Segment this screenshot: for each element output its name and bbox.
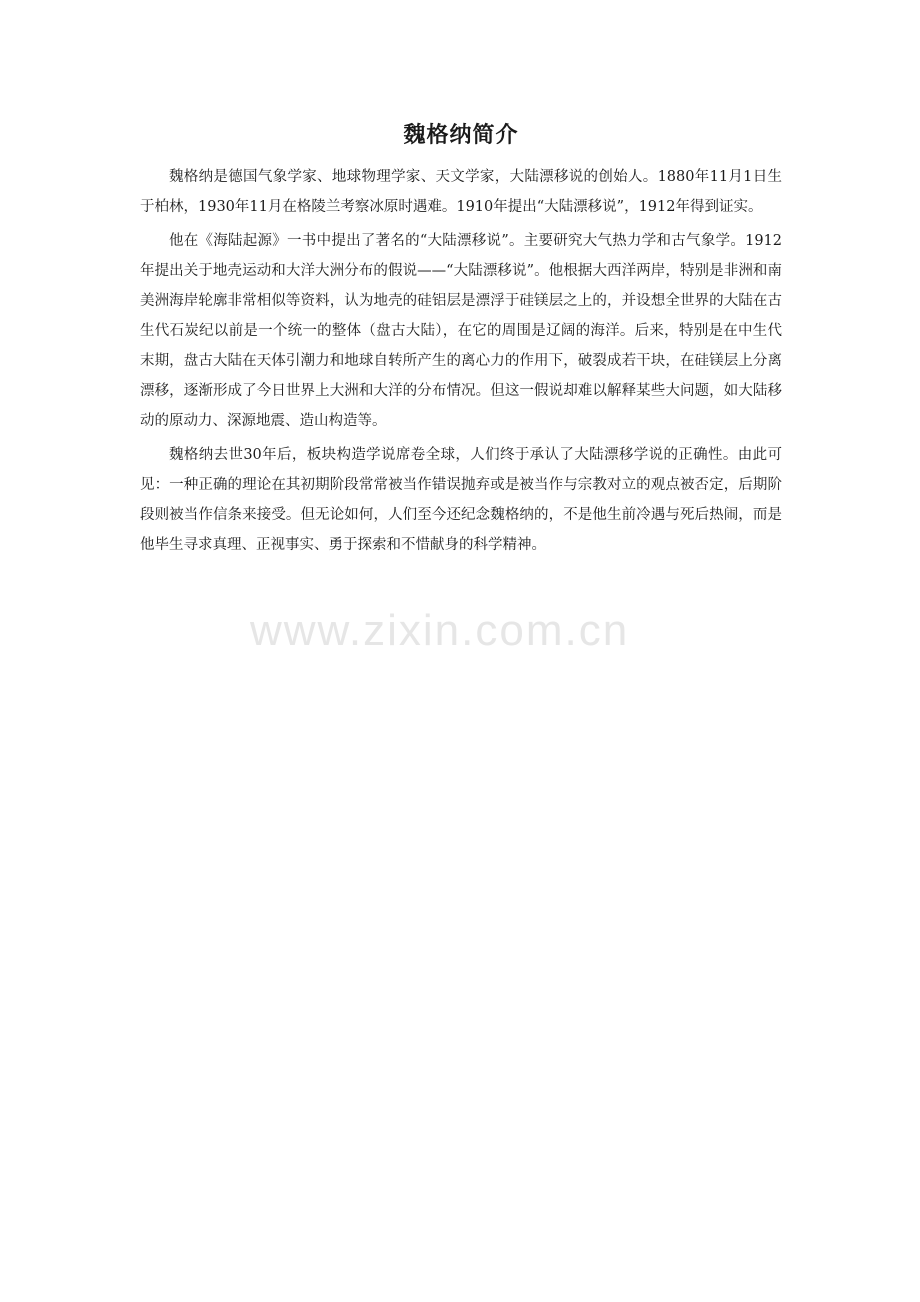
document-body xyxy=(140,118,782,564)
paragraph-2: 他在《海陆起源》一书中提出了著名的“大陆漂移说”。主要研究大气热力学和古气象学。1912年提出关于地壳运动和大洋大洲分布的假说——“大陆漂移说”。他根据大西洋两岸，特别是非洲和南美洲海岸轮廓非常相似等资料，认为地壳的硅铝层是漂浮于硅镁层之上的，并设想全世界的大陆在古生代石炭纪以前是一个统一的整体（盘古大陆），在它的周围是辽阔的海洋。后来，特别是在中生代末期，盘古大陆在天体引潮力和地球自转所产生的离心力的作用下，破裂成若干块，在硅镁层上分离漂移，逐渐形成了今日世界上大洲和大洋的分布情况。但这一假说却难以解释某些大问题，如大陆移动的原动力、深源地震、造山构造等。 xyxy=(140,233,782,429)
paragraph-3: 魏格纳去世30年后，板块构造学说席卷全球，人们终于承认了大陆漂移学说的正确性。由此可见：一种正确的理论在其初期阶段常常被当作错误抛弃或是被当作与宗教对立的观点被否定，后期阶段则被当作信条来接受。但无论如何，人们至今还纪念魏格纳的，不是他生前冷遇与死后热闹，而是他毕生寻求真理、正视事实、勇于探索和不惜献身的科学精神。 xyxy=(140,447,782,553)
document-title: 魏格纳简介 xyxy=(403,122,519,148)
paragraph-1: 魏格纳是德国气象学家、地球物理学家、天文学家，大陆漂移说的创始人。1880年11月1日生于柏林，1930年11月在格陵兰考察冰原时遇难。1910年提出“大陆漂移说”，1912年得到证实。 xyxy=(140,169,782,215)
watermark: www.zixin.com.cn xyxy=(250,606,630,655)
